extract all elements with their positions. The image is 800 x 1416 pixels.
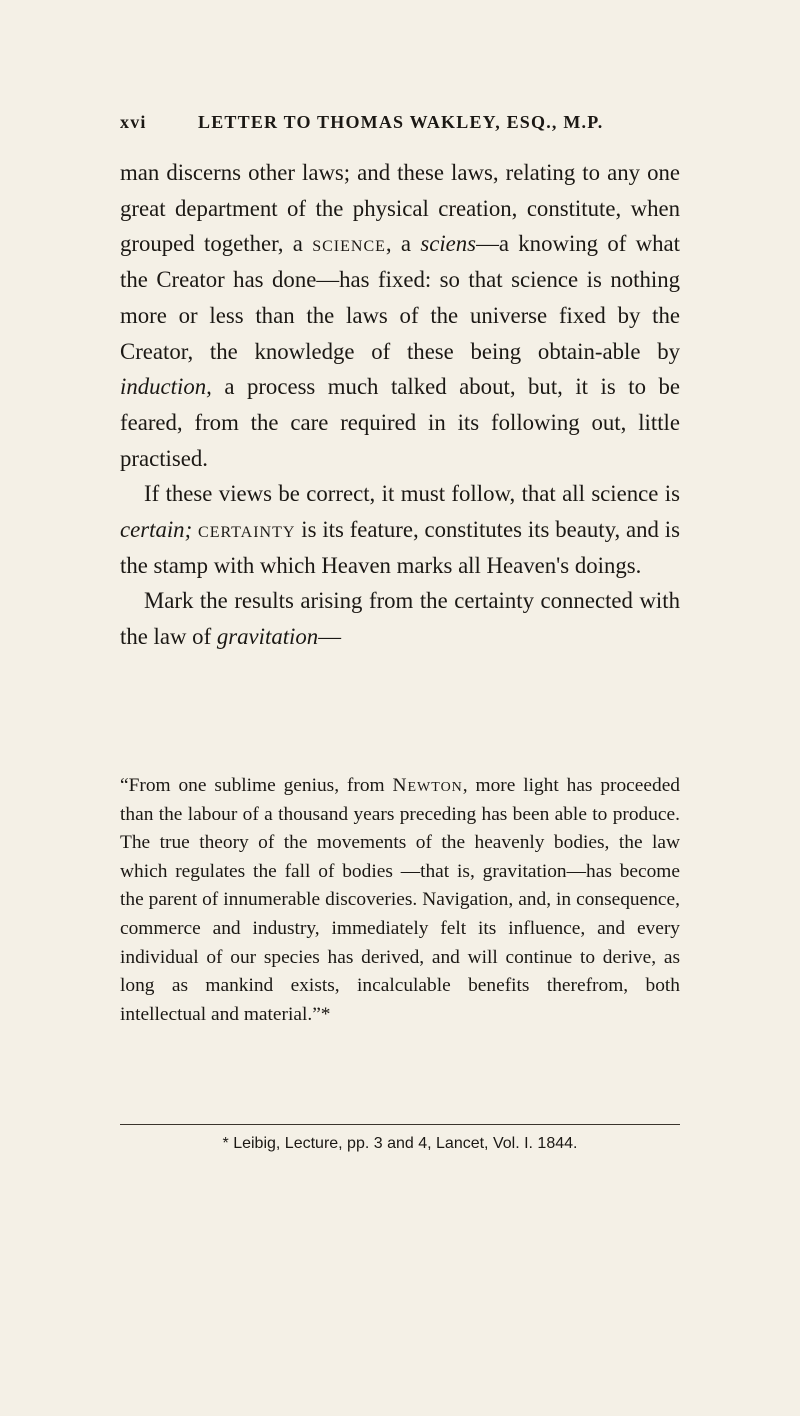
running-head: [120, 112, 680, 140]
science-term: science: [312, 231, 386, 257]
certainty-term: certainty: [198, 517, 296, 543]
sciens-term: sciens: [420, 231, 477, 257]
p2-text-a: If these views be correct, it must follow, that all science is: [144, 481, 680, 507]
paragraph-3: [120, 583, 680, 654]
gravitation-term: gravitation: [216, 624, 319, 650]
quote-paragraph: [120, 772, 680, 1029]
footnote-divider: [120, 1124, 680, 1125]
p1-text-b: , a: [385, 231, 421, 257]
newton-name: Newton: [392, 775, 463, 796]
induction-term: induction,: [120, 374, 212, 400]
paragraph-1: [120, 155, 680, 476]
p2-text-c: is its feature, constitutes its beauty, and is the stamp with which Heaven marks all Heaven's doings.: [120, 517, 680, 578]
p1-text-c: —a knowing of what the Creator has done—has fixed: so that science is nothing more or less than the laws of the universe fixed by the Creator, the knowledge of these being obtain-able by: [120, 231, 680, 364]
certain-term: certain;: [120, 517, 193, 543]
quote-text-a: “From one sublime genius, from: [120, 775, 393, 796]
p3-text-b: —: [318, 624, 341, 650]
p3-text-a: Mark the results arising from the certainty connected with the law of: [120, 588, 680, 650]
p1-text-d: a process much talked about, but, it is to be feared, from the care required in its following out, little practised.: [120, 374, 680, 471]
page-number: xvi: [120, 112, 147, 132]
footnote: * Leibig, Lecture, pp. 3 and 4, Lancet, Vol. I. 1844.: [222, 1135, 578, 1152]
p1-text-a: man discerns other laws; and these laws, relating to any one great department of the physical creation, constitute, when grouped together, a: [120, 160, 680, 257]
quote-text-b: , more light has proceeded than the labour of a thousand years preceding has been able to produce. The true theory of the movements of the heavenly bodies, the law which regulates the fall of bodies —that is, gravitation—has become the parent of innumerable discoveries. Navigation, and, in consequence, commerce and industry, immediately felt its influence, and every individual of our species has derived, and will continue to derive, as long as mankind exists, incalculable benefits therefrom, both intellectual and material.”*: [120, 775, 680, 1025]
running-head-title: LETTER TO THOMAS WAKLEY, ESQ., M.P.: [198, 112, 604, 132]
body-text: [120, 155, 680, 655]
paragraph-2: [120, 476, 680, 583]
block-quote: [120, 772, 680, 1029]
